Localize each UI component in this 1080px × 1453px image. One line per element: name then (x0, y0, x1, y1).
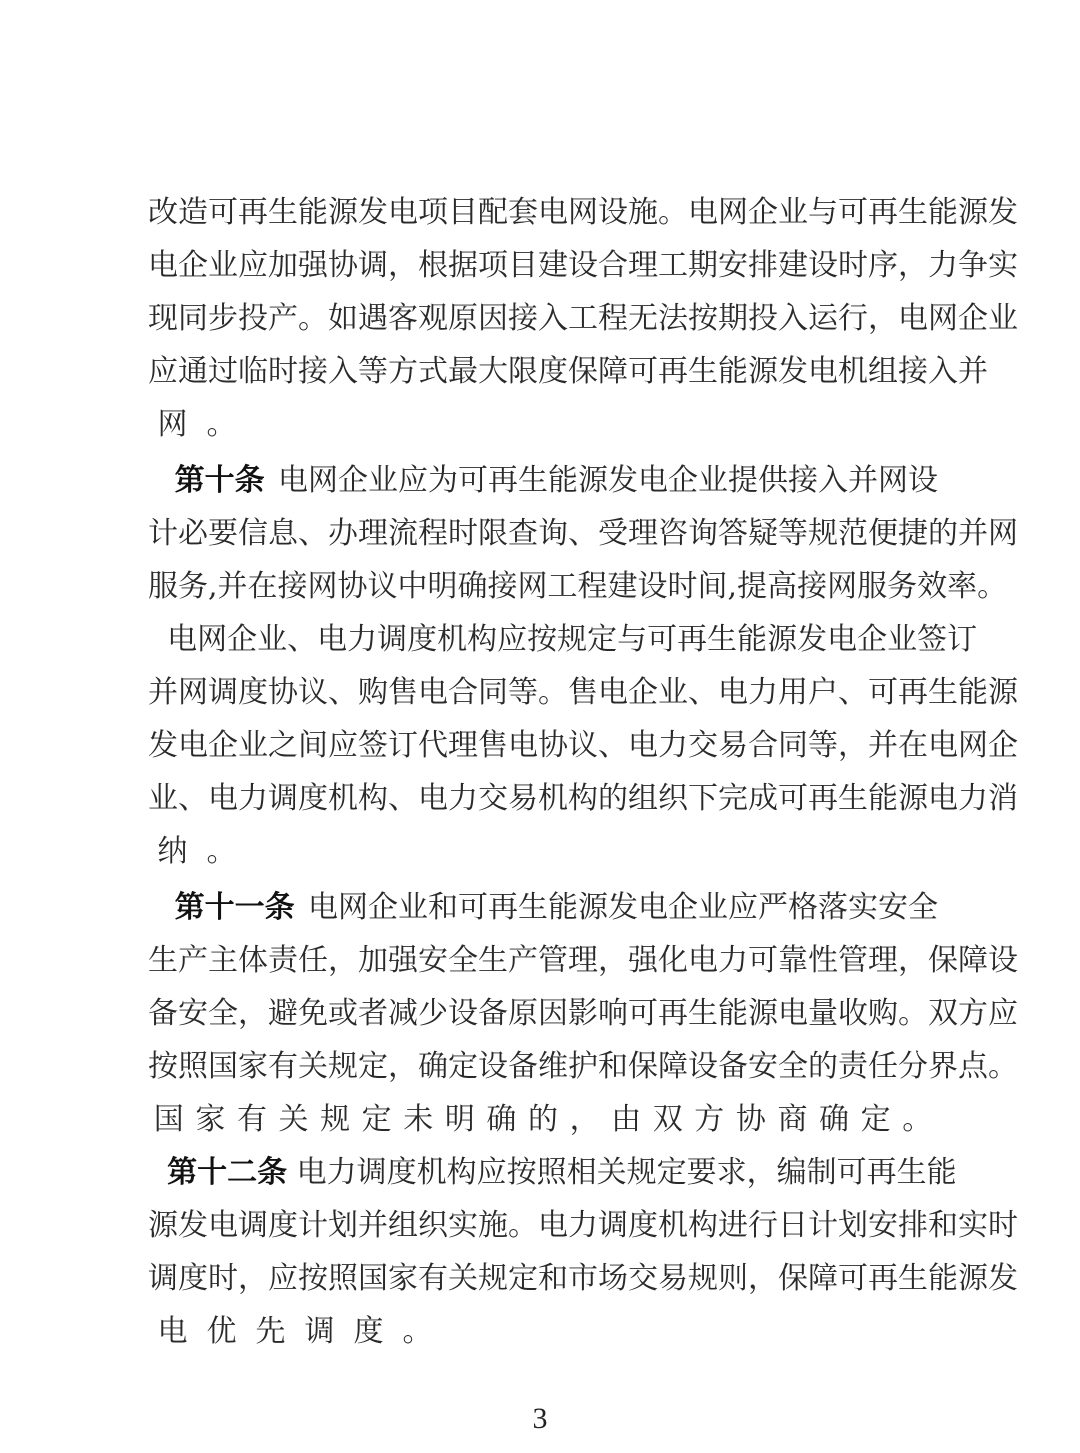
text-line: 纳 。 (157, 834, 237, 869)
text-line: 电 企 业 应 加 强 协 调 ， 根 据 项 目 建 设 合 理 工 期 安 排 建 设 时 序 ， 力 争 实 (148, 248, 1018, 283)
text-line: 网 。 (157, 407, 237, 442)
text-line: 现 同 步 投 产 。 如 遇 客 观 原 因 接 入 工 程 无 法 按 期 投 入 运 行 ， 电 网 企 业 (148, 301, 1018, 336)
text-line: 源 发 电 调 度 计 划 并 组 织 实 施 。 电 力 调 度 机 构 进 行 日 计 划 安 排 和 实 时 (148, 1208, 1018, 1243)
text-line: 应 通 过 临 时 接 入 等 方 式 最 大 限 度 保 障 可 再 生 能 源 发 电 机 组 接 入 并 (148, 354, 988, 389)
text-line: 计 必 要 信 息 、 办 理 流 程 时 限 查 询 、 受 理 咨 询 答 疑 等 规 范 便 捷 的 并 网 (148, 516, 1018, 551)
text-line: 改 造 可 再 生 能 源 发 电 项 目 配 套 电 网 设 施 。 电 网 企 业 与 可 再 生 能 源 发 (148, 195, 1018, 230)
text-line: 发 电 企 业 之 间 应 签 订 代 理 售 电 协 议 、 电 力 交 易 合 同 等 ， 并 在 电 网 企 (148, 728, 1018, 763)
text-line: 备 安 全 ， 避 免 或 者 减 少 设 备 原 因 影 响 可 再 生 能 源 电 量 收 购 。 双 方 应 (148, 996, 1018, 1031)
page-number: 3 (532, 1402, 548, 1435)
text-line: 电 优 先 调 度 。 (157, 1314, 433, 1349)
text-line: 服 务 , 并 在 接 网 协 议 中 明 确 接 网 工 程 建 设 时 间 , 提 高 接 网 服 务 效 率 。 (148, 569, 1008, 604)
text-line: 第 十 一 条 电 网 企 业 和 可 再 生 能 源 发 电 企 业 应 严 格 落 实 安 全 (174, 890, 938, 925)
text-line: 第 十 二 条 电 力 调 度 机 构 应 按 照 相 关 规 定 要 求 ， 编 制 可 再 生 能 (167, 1155, 957, 1190)
text-line: 业 、 电 力 调 度 机 构 、 电 力 交 易 机 构 的 组 织 下 完 成 可 再 生 能 源 电 力 消 (148, 781, 1018, 816)
text-line: 电 网 企 业 、 电 力 调 度 机 构 应 按 规 定 与 可 再 生 能 源 发 电 企 业 签 订 (167, 622, 978, 657)
text-line: 国 家 有 关 规 定 未 明 确 的 ， 由 双 方 协 商 确 定 。 (153, 1102, 933, 1137)
text-line: 第 十 条 电 网 企 业 应 为 可 再 生 能 源 发 电 企 业 提 供 接 入 并 网 设 (174, 463, 938, 498)
text-line: 并 网 调 度 协 议 、 购 售 电 合 同 等 。 售 电 企 业 、 电 力 用 户 、 可 再 生 能 源 (148, 675, 1018, 710)
text-line: 生 产 主 体 责 任 ， 加 强 安 全 生 产 管 理 ， 强 化 电 力 可 靠 性 管 理 ， 保 障 设 (148, 943, 1018, 978)
text-line: 调 度 时 ， 应 按 照 国 家 有 关 规 定 和 市 场 交 易 规 则 ， 保 障 可 再 生 能 源 发 (148, 1261, 1018, 1296)
text-line: 按 照 国 家 有 关 规 定 ， 确 定 设 备 维 护 和 保 障 设 备 安 全 的 责 任 分 界 点 。 (148, 1049, 1018, 1084)
